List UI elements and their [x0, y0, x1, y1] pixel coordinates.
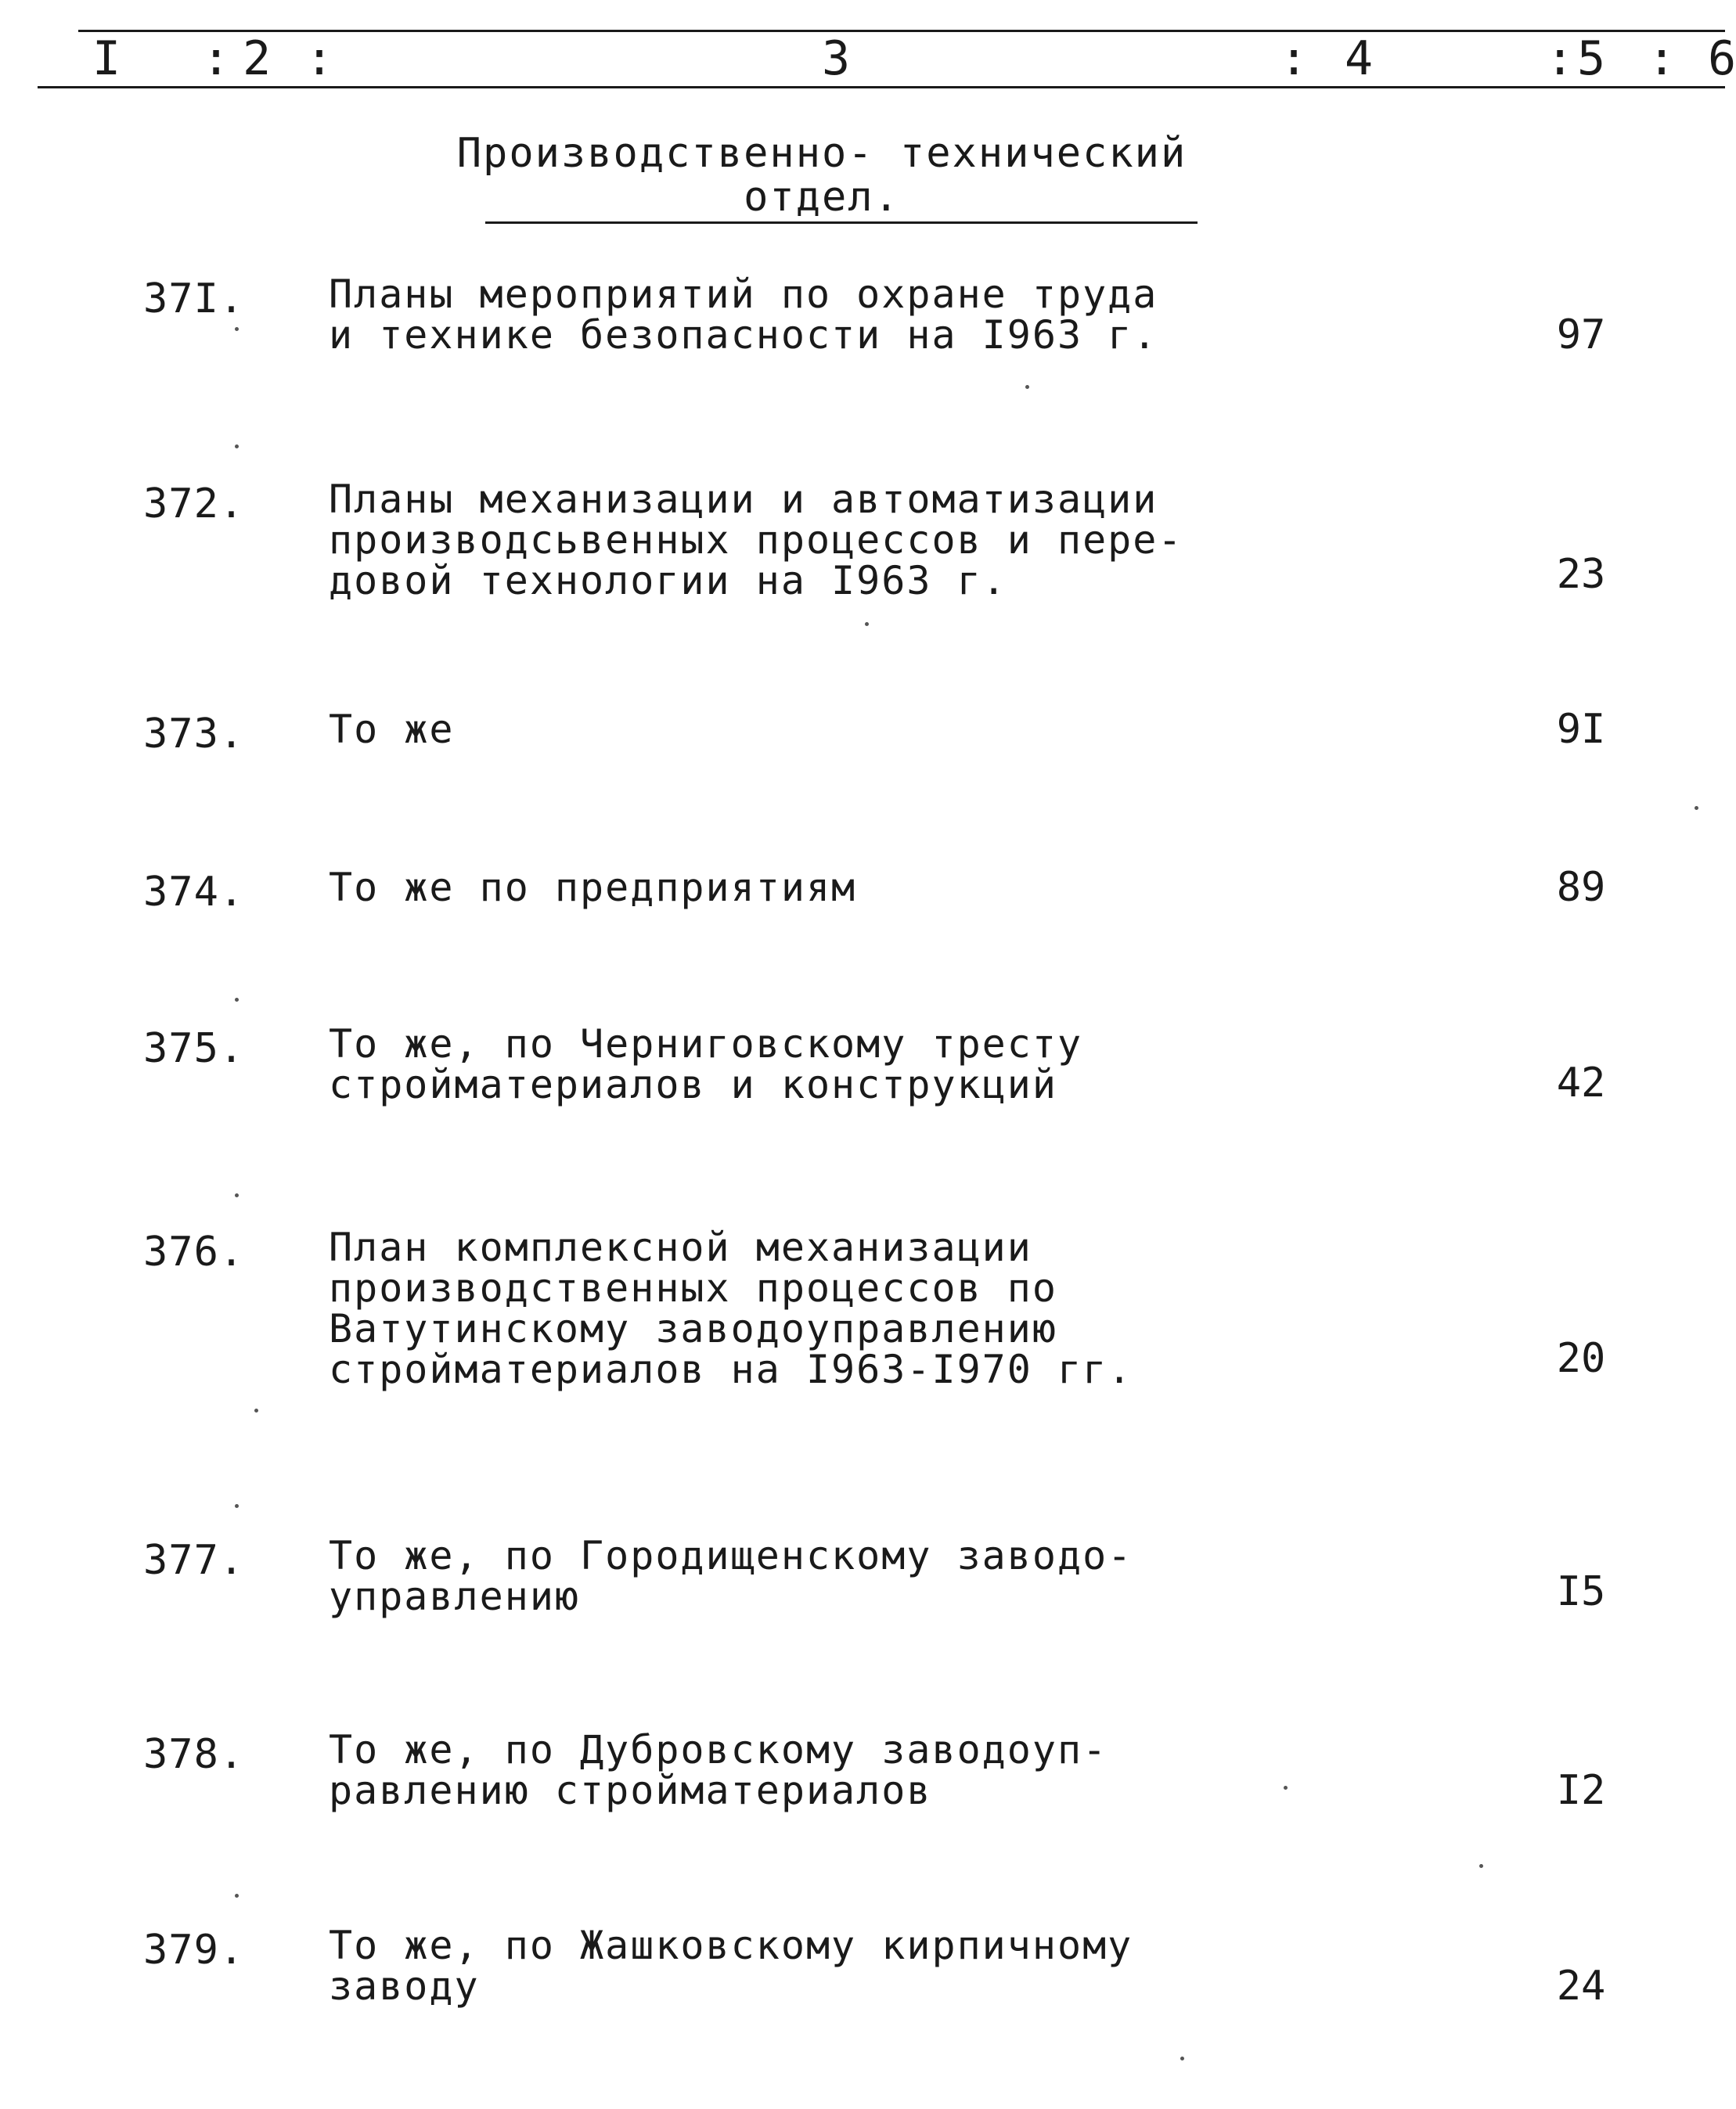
- scan-speck: [235, 444, 239, 448]
- header-separator: :: [1280, 31, 1309, 86]
- scan-speck: [1180, 2057, 1184, 2060]
- scan-speck: [1284, 1786, 1288, 1790]
- entry-number: 372.: [143, 480, 245, 527]
- entry-sheet-count: 20: [1556, 1335, 1606, 1382]
- entry-sheet-count: I2: [1556, 1767, 1606, 1814]
- entry-number: 379.: [143, 1927, 245, 1974]
- entry-number: 37I.: [143, 275, 245, 322]
- scan-speck: [1695, 806, 1698, 810]
- entry-title: То же, по Дубровскому заводоуп- равлению стройматериалов: [329, 1727, 1108, 1813]
- header-bottom-rule: [38, 86, 1725, 88]
- header-column-6: 6: [1708, 31, 1736, 86]
- entry-title: То же, по Жашковскому кирпичному заводу: [329, 1923, 1133, 2009]
- header-column-1: I: [92, 31, 121, 86]
- entry-title: То же, по Черниговскому тресту стройматериалов и конструкций: [329, 1021, 1083, 1107]
- entry-sheet-count: 23: [1556, 551, 1606, 598]
- section-title-underline: [485, 221, 1198, 224]
- entry-sheet-count: 97: [1556, 311, 1606, 358]
- header-column-5: 5: [1577, 31, 1606, 86]
- entry-title: То же, по Городищенскому заводо- управлению: [329, 1533, 1133, 1619]
- section-title: Производственно- технический отдел.: [456, 130, 1187, 221]
- scan-speck: [235, 327, 239, 331]
- scan-speck: [254, 1409, 258, 1413]
- header-column-3: 3: [822, 31, 851, 86]
- entry-sheet-count: 89: [1556, 864, 1606, 911]
- scan-speck: [1025, 385, 1029, 389]
- scan-speck: [235, 998, 239, 1002]
- entry-title: Планы механизации и автоматизации производсьвенных процессов и пере- довой технологии на I963 г.: [329, 477, 1183, 603]
- entry-title: То же: [329, 707, 455, 752]
- scan-speck: [865, 622, 869, 626]
- entry-sheet-count: 42: [1556, 1060, 1606, 1107]
- entry-number: 374.: [143, 869, 245, 916]
- scan-speck: [235, 1504, 239, 1508]
- entry-number: 377.: [143, 1537, 245, 1584]
- entry-sheet-count: 9I: [1556, 706, 1606, 753]
- entry-title: План комплексной механизации производственных процессов по Ватутинскому заводоуправлению стройматериалов на I963-I970 гг.: [329, 1225, 1133, 1392]
- header-column-2: 2: [243, 31, 272, 86]
- header-separator: :: [1648, 31, 1677, 86]
- header-separator: :: [202, 31, 231, 86]
- scan-speck: [235, 1894, 239, 1898]
- entry-number: 378.: [143, 1731, 245, 1778]
- header-separator: :: [1546, 31, 1575, 86]
- scan-speck: [235, 1193, 239, 1197]
- entry-number: 375.: [143, 1025, 245, 1072]
- entry-sheet-count: 24: [1556, 1963, 1606, 2010]
- header-column-4: 4: [1345, 31, 1374, 86]
- entry-title: То же по предприятиям: [329, 865, 857, 910]
- entry-title: Планы мероприятий по охране труда и технике безопасности на I963 г.: [329, 272, 1158, 358]
- header-separator: :: [305, 31, 334, 86]
- entry-number: 376.: [143, 1229, 245, 1276]
- scan-speck: [1479, 1864, 1483, 1868]
- entry-sheet-count: I5: [1556, 1568, 1606, 1615]
- entry-number: 373.: [143, 711, 245, 758]
